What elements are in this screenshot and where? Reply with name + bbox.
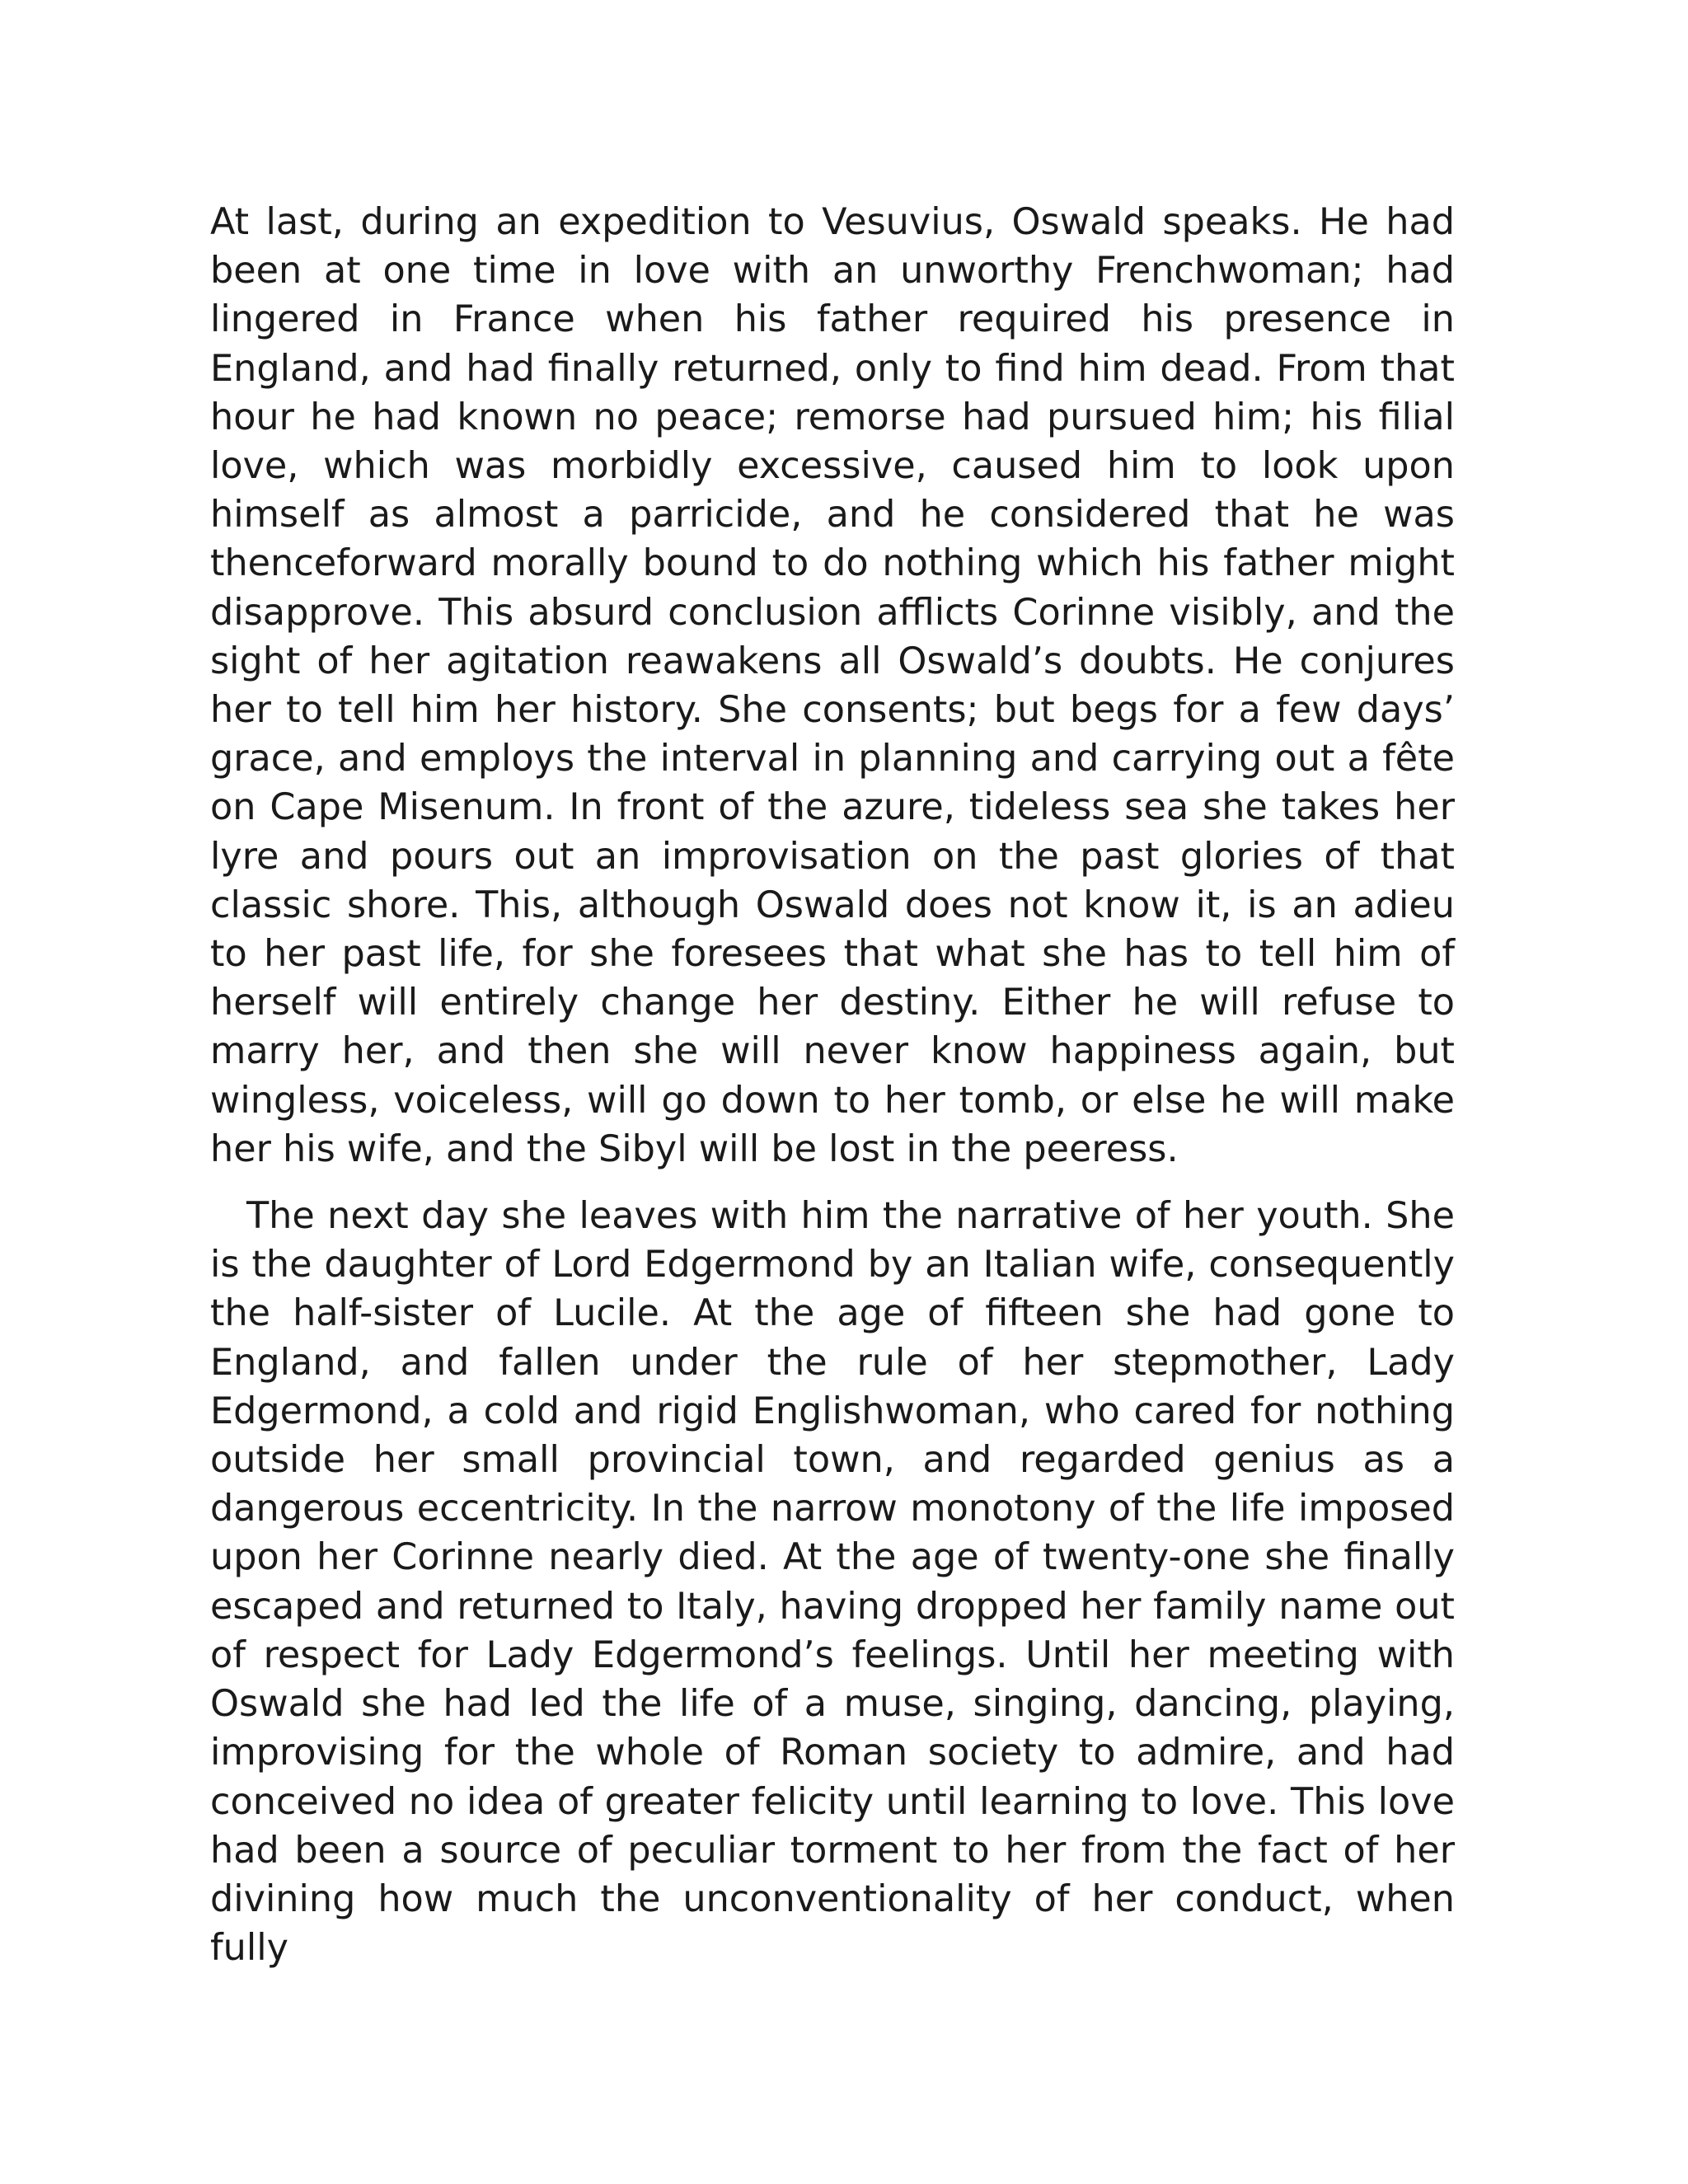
paragraph-1: At last, during an expedition to Vesuvius, Oswald speaks. He had been at one time in love with an unworthy Frenchwoman; had lingered in France when his father required his presence in England, and had finally returned, only to find him dead. From that hour he had known no peace; remorse had pursued him; his filial love, which was morbidly excessive, caused him to look upon himself as almost a parricide, and he considered that he was thenceforward morally bound to do nothing which his father might disapprove. This absurd conclusion afflicts Corinne visibly, and the sight of her agitation reawakens all Oswald’s doubts. He conjures her to tell him her history. She consents; but begs for a few days’ grace, and employs the interval in planning and carrying out a fête on Cape Misenum. In front of the azure, tideless sea she takes her lyre and pours out an improvisation on the past glories of that classic shore. This, although Oswald does not know it, is an adieu to her past life, for she foresees that what she has to tell him of herself will entirely change her destiny. Either he will refuse to marry her, and then she will never know happiness again, but wingless, voiceless, will go down to her tomb, or else he will make her his wife, and the Sibyl will be lost in the peeress. xyxy=(210,201,1455,1170)
body-text xyxy=(210,198,1455,1972)
paragraph-2: The next day she leaves with him the narrative of her youth. She is the daughter of Lord Edgermond by an Italian wife, consequently the half-sister of Lucile. At the age of fifteen she had gone to England, and fallen under the rule of her stepmother, Lady Edgermond, a cold and rigid Englishwoman, who cared for nothing outside her small provincial town, and regarded genius as a dangerous eccentricity. In the narrow monotony of the life imposed upon her Corinne nearly died. At the age of twenty-one she finally escaped and returned to Italy, having dropped her family name out of respect for Lady Edgermond’s feelings. Until her meeting with Oswald she had led the life of a muse, singing, dancing, playing, improvising for the whole of Roman society to admire, and had conceived no idea of greater felicity until learning to love. This love had been a source of peculiar torment to her from the fact of her divining how much the unconventionality of her conduct, when fully xyxy=(210,1195,1455,1970)
